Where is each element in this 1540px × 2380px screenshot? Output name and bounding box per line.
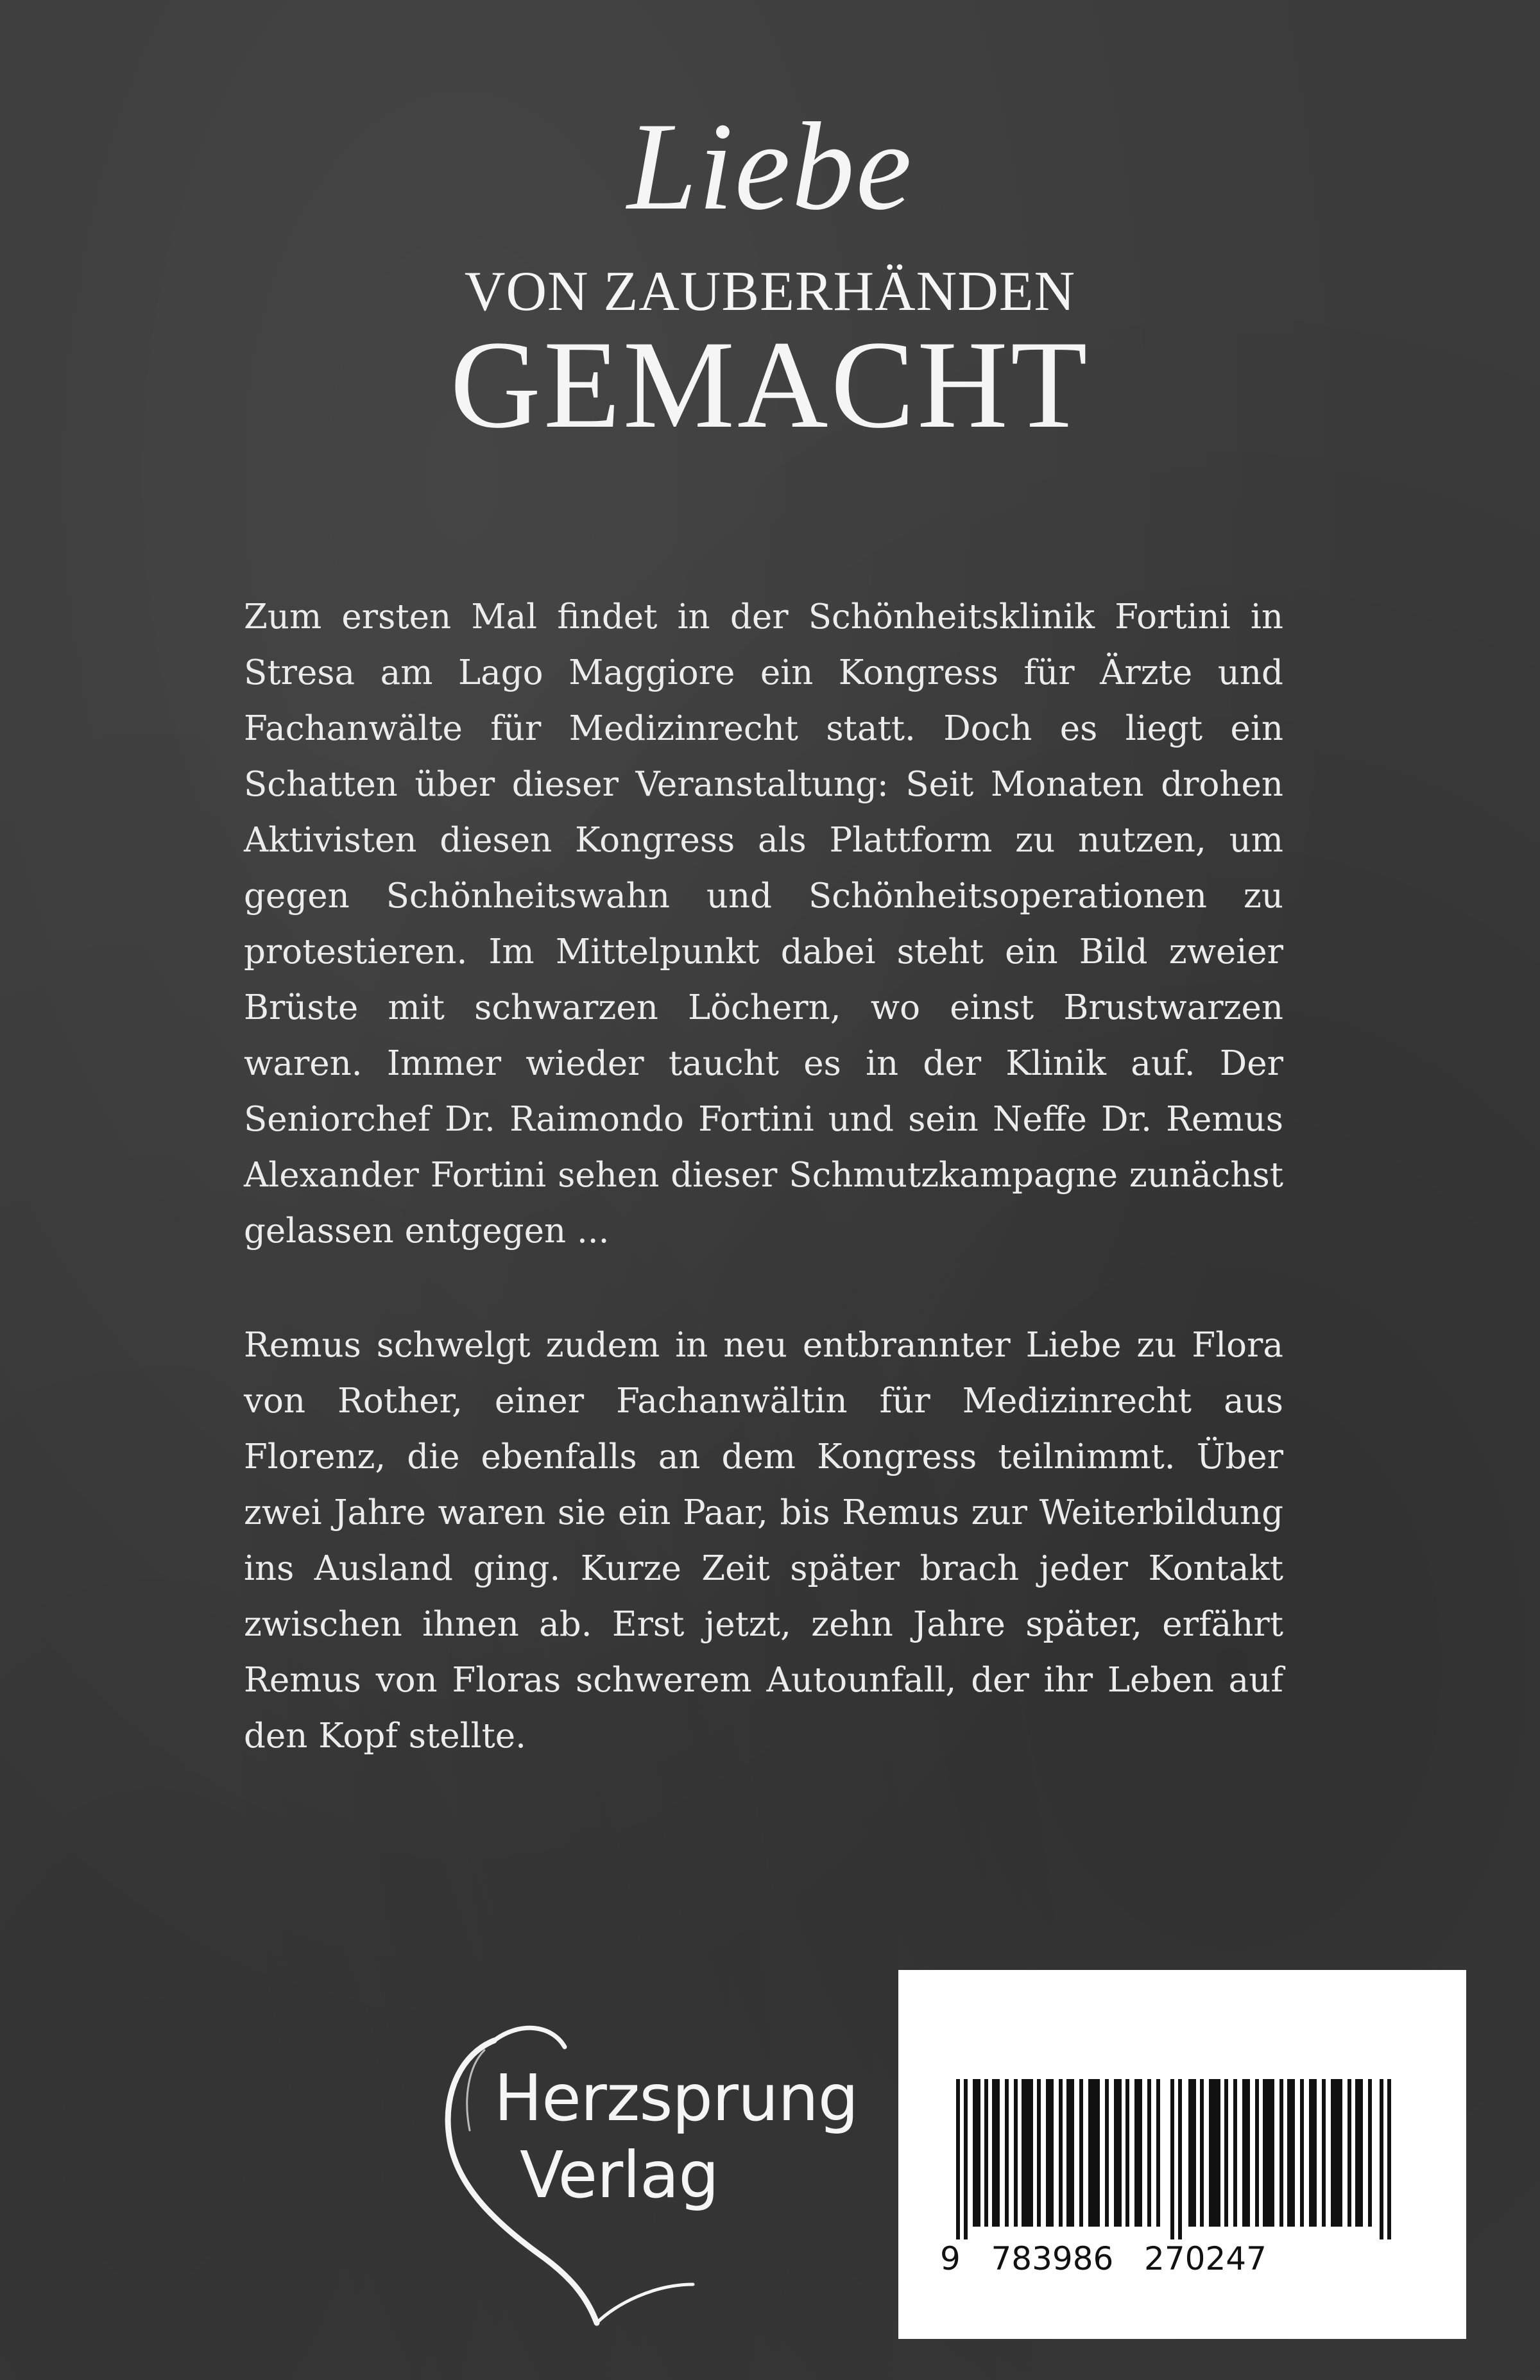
cover-title-main: GEMACHT	[450, 315, 1090, 454]
blurb-paragraph-1: Zum ersten Mal findet in der Schönheitsklinik Fortini in Stresa am Lago Maggiore ein Kongress für Ärzte und Fachanwälte für Medizinrecht statt. Doch es liegt ein Schatten über dieser Veranstaltung: Seit Monaten drohen Aktivisten diesen Kongress als Plattform zu nutzen, um gegen Schönheitswahn und Schönheitsoperationen zu protestieren. Im Mittelpunkt dabei steht ein Bild zweier Brüste mit schwarzen Löchern, wo einst Brustwarzen waren. Immer wieder taucht es in der Klinik auf. Der Seniorchef Dr. Raimondo Fortini und sein Neffe Dr. Remus Alexander Fortini sehen dieser Schmutzkampagne zunächst gelassen entgegen ...	[244, 597, 1283, 1251]
cover-title-script: Liebe	[627, 97, 913, 236]
barcode-bars-icon	[956, 2079, 1418, 2239]
isbn-digits: 9 783986 270247	[940, 2240, 1267, 2277]
blurb-paragraph-2: Remus schwelgt zudem in neu entbrannter Liebe zu Flora von Rother, einer Fachanwältin für Medizinrecht aus Florenz, die ebenfalls an dem Kongress teilnimmt. Über zwei Jahre waren sie ein Paar, bis Remus zur Weiterbildung ins Ausland ging. Kurze Zeit später brach jeder Kontakt zwischen ihnen ab. Erst jetzt, zehn Jahre später, erfährt Remus von Floras schwerem Autounfall, der ihr Leben auf den Kopf stellte.	[244, 1326, 1283, 1756]
publisher-name-line2: Verlag	[520, 2137, 719, 2213]
publisher-logo	[424, 2002, 859, 2336]
cover-title-subtitle: VON ZAUBERHÄNDEN	[464, 261, 1076, 323]
barcode-label	[898, 1970, 1466, 2339]
publisher-name-line1: Herzsprung	[494, 2060, 859, 2136]
